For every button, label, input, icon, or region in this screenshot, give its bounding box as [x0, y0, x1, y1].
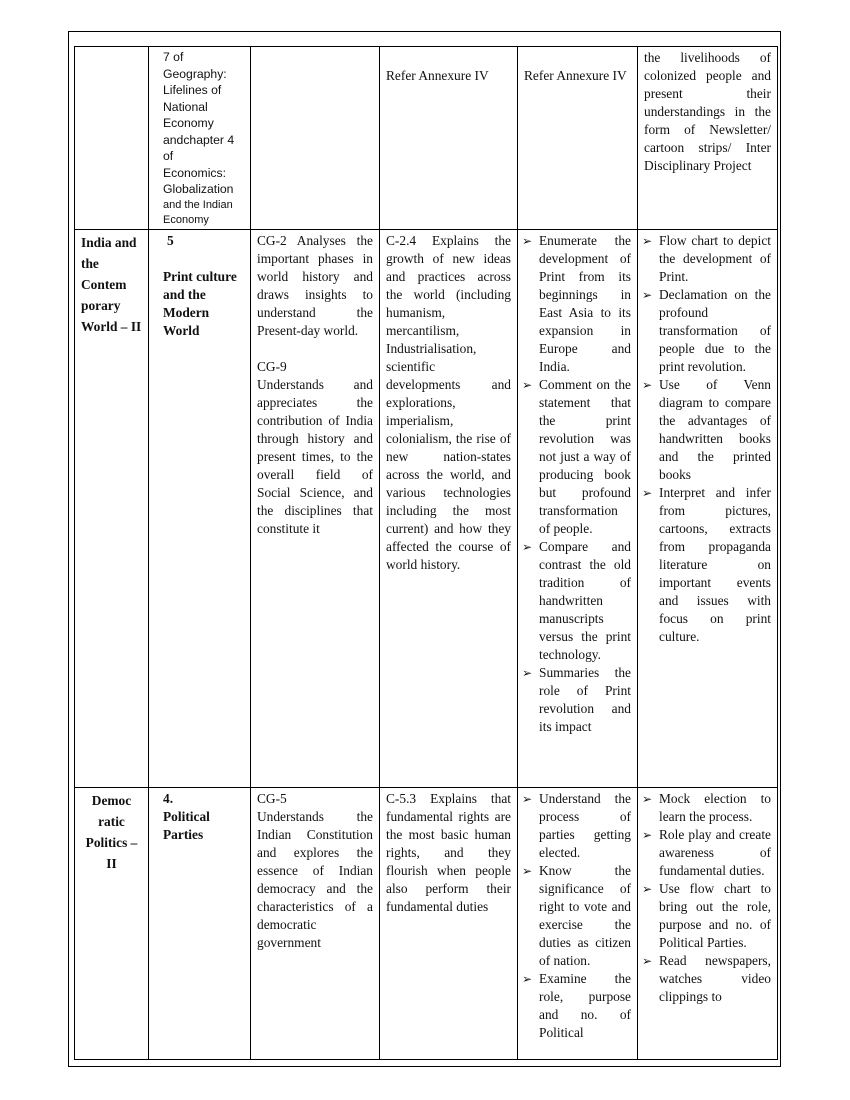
curricular-goal-text: Understands the Indian Constitution and explores the essence of Indian democracy and the characteristics of a democratic government	[257, 809, 373, 950]
learning-outcome-list	[524, 790, 631, 1042]
chapter-number: 5	[167, 233, 174, 248]
list-item: ➢ Comment on the statement that the print revolution was not just a way of producing book but profound transformation of people.	[524, 376, 631, 538]
learning-outcome-cell	[518, 230, 638, 788]
list-item: ➢ Read newspapers, watches video clippings to	[644, 952, 771, 1006]
list-item: ➢ Know the significance of right to vote and exercise the duties as citizen of nation.	[524, 862, 631, 970]
chapter-title: Print culture and the Modern World	[163, 269, 237, 338]
list-item: ➢ Role play and create awareness of fundamental duties.	[644, 826, 771, 880]
chapter-line: Geography:	[163, 66, 227, 81]
table-row	[75, 47, 778, 230]
list-item: ➢ Mock election to learn the process.	[644, 790, 771, 826]
chapter-line: Economy	[163, 213, 209, 226]
curricular-goal-cell	[251, 47, 380, 230]
activity-cell	[638, 788, 778, 1060]
competency-cell	[380, 788, 518, 1060]
activity-cell	[638, 230, 778, 788]
chapter-line: 7 of	[163, 50, 184, 64]
curricular-goal-code: CG-5	[257, 791, 287, 806]
curricular-goal-cell	[251, 230, 380, 788]
chapter-cell	[149, 788, 251, 1060]
chapter-line: Lifelines of	[163, 83, 222, 97]
list-item: ➢ Examine the role, purpose and no. of Political	[524, 970, 631, 1042]
chapter-line: andchapter 4	[163, 132, 235, 147]
list-item: ➢ Flow chart to depict the development of Print.	[644, 232, 771, 286]
table-row	[75, 788, 778, 1060]
theme-cell	[75, 230, 149, 788]
theme-cell	[75, 788, 149, 1060]
chapter-line: Globalization	[163, 182, 234, 196]
curricular-goal-text: CG-2 Analyses the important phases in world history and draws insights to understand the Present-day world.	[257, 233, 373, 338]
learning-outcome-cell	[518, 788, 638, 1060]
chapter-line: National	[163, 99, 208, 114]
curriculum-table	[74, 46, 778, 1060]
theme-title: Democ ratic Politics – II	[85, 793, 138, 871]
learning-outcome-cell	[518, 47, 638, 230]
competency-cell	[380, 230, 518, 788]
chapter-text	[163, 49, 244, 198]
list-item: ➢ Use flow chart to bring out the role, purpose and no. of Political Parties.	[644, 880, 771, 952]
curricular-goal-text: Understands and appreciates the contribution of India through history and present times, to the overall field of Social Science, and the disciplines that constitute it	[257, 377, 373, 536]
chapter-cell	[149, 230, 251, 788]
activity-list	[644, 790, 771, 1006]
learning-outcome-list	[524, 232, 631, 736]
theme-cell	[75, 47, 149, 230]
activity-text: the livelihoods of colonized people and present their understandings in the form of Newsletter/ cartoon strips/ Inter Disciplinary Project	[644, 50, 771, 173]
curricular-goal-cell	[251, 788, 380, 1060]
competency-text: C-5.3 Explains that fundamental rights are the most basic human rights, and they flourish when people also perform their fundamental duties	[386, 791, 511, 914]
chapter-line: Economics:	[163, 165, 226, 180]
chapter-line: Economy	[163, 116, 214, 130]
table-row	[75, 230, 778, 788]
curricular-goal-code: CG-9	[257, 359, 287, 374]
list-item: ➢ Interpret and infer from pictures, cartoons, extracts from propaganda literature on important events and issues with focus on print culture.	[644, 484, 771, 646]
chapter-title: Political Parties	[163, 809, 210, 842]
chapter-line: of	[163, 149, 174, 163]
list-item: ➢ Understand the process of parties getting elected.	[524, 790, 631, 862]
competency-cell	[380, 47, 518, 230]
list-item: ➢ Summaries the role of Print revolution and its impact	[524, 664, 631, 736]
activity-list	[644, 232, 771, 646]
list-item: ➢ Compare and contrast the old tradition of handwritten manuscripts versus the print technology.	[524, 538, 631, 664]
theme-title: India and the Contem porary World – II	[81, 235, 142, 334]
annexure-reference: Refer Annexure IV	[524, 68, 627, 83]
activity-cell	[638, 47, 778, 230]
annexure-reference: Refer Annexure IV	[386, 68, 489, 83]
chapter-line: and the Indian	[163, 198, 233, 211]
competency-text: C-2.4 Explains the growth of new ideas and practices across the world (including humanism, mercantilism, Industrialisation, scientific developments and explorations, imperialism, colonialism, the rise of new nation-states across the world, and various technologies including the most current) and how they affected the course of world history.	[386, 233, 511, 572]
list-item: ➢ Use of Venn diagram to compare the advantages of handwritten books and the printed books	[644, 376, 771, 484]
chapter-number: 4.	[163, 791, 174, 806]
list-item: ➢ Enumerate the development of Print from its beginnings in East Asia to its expansion in Europe and India.	[524, 232, 631, 376]
chapter-cell	[149, 47, 251, 230]
list-item: ➢ Declamation on the profound transformation of people due to the print revolution.	[644, 286, 771, 376]
